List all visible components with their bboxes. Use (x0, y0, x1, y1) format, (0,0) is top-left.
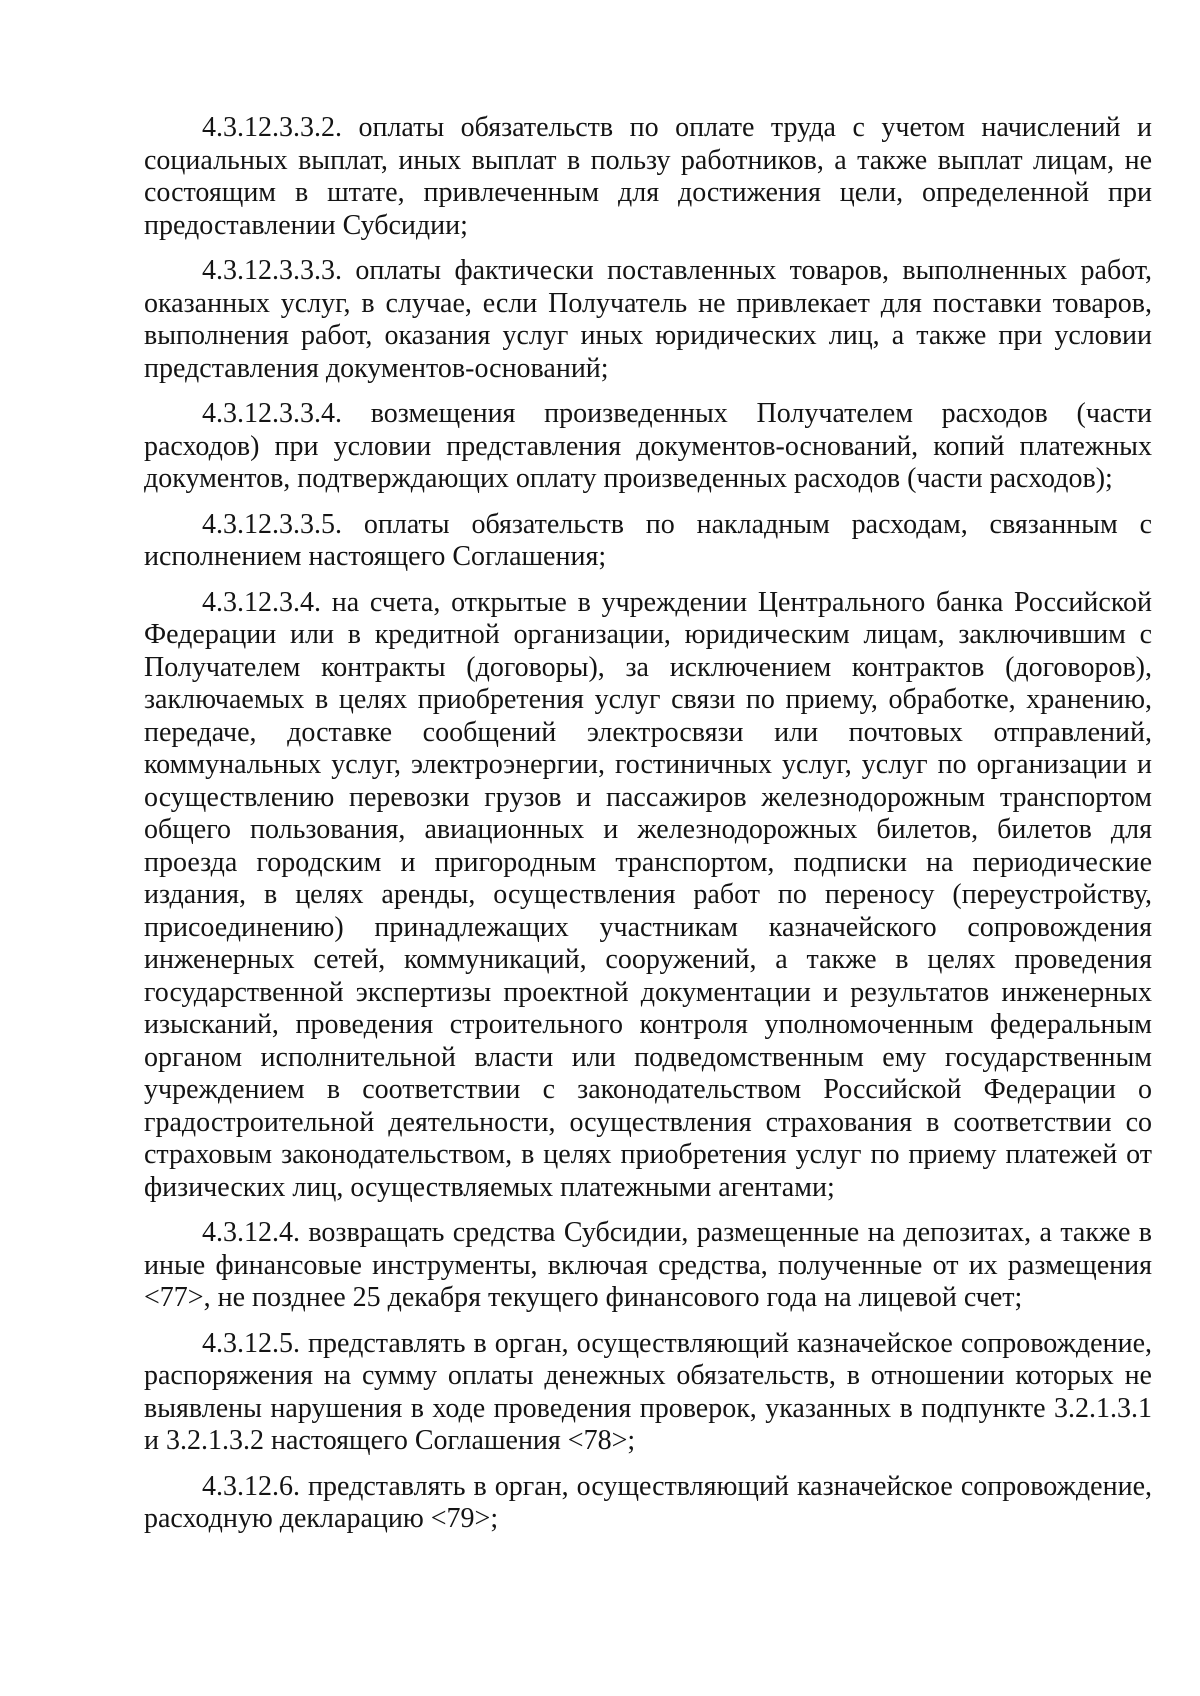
paragraph-4-3-12-4: 4.3.12.4. возвращать средства Субсидии, размещенные на депозитах, а также в иные финансовые инструменты, включая средства, полученные от их размещения <77>, не позднее 25 декабря текущего финансового года на лицевой счет; (144, 1217, 1152, 1313)
paragraph-4-3-12-3-3-5: 4.3.12.3.3.5. оплаты обязательств по накладным расходам, связанным с исполнением настоящего Соглашения; (144, 508, 1152, 572)
paragraph-4-3-12-3-3-2: 4.3.12.3.3.2. оплаты обязательств по оплате труда с учетом начислений и социальных выплат, иных выплат в пользу работников, а также выплат лицам, не состоящим в штате, привлеченным для достижения цели, определенной при предоставлении Субсидии; (144, 112, 1152, 241)
paragraph-4-3-12-5: 4.3.12.5. представлять в орган, осуществляющий казначейское сопровождение, распоряжения на сумму оплаты денежных обязательств, в отношении которых не выявлены нарушения в ходе проведения проверок, указанных в подпункте 3.2.1.3.1 и 3.2.1.3.2 настоящего Соглашения <78>; (144, 1327, 1152, 1456)
paragraph-4-3-12-3-3-4: 4.3.12.3.3.4. возмещения произведенных Получателем расходов (части расходов) при условии представления документов-оснований, копий платежных документов, подтверждающих оплату произведенных расходов (части расходов); (144, 398, 1152, 494)
document-page (144, 112, 1152, 1549)
paragraph-4-3-12-3-4: 4.3.12.3.4. на счета, открытые в учреждении Центрального банка Российской Федерации или в кредитной организации, юридическим лицам, заключившим с Получателем контракты (договоры), за исключением контрактов (договоров), заключаемых в целях приобретения услуг связи по приему, обработке, хранению, передаче, доставке сообщений электросвязи или почтовых отправлений, коммунальных услуг, электроэнергии, гостиничных услуг, услуг по организации и осуществлению перевозки грузов и пассажиров железнодорожным транспортом общего пользования, авиационных и железнодорожных билетов, билетов для проезда городским и пригородным транспортом, подписки на периодические издания, в целях аренды, осуществления работ по переносу (переустройству, присоединению) принадлежащих участникам казначейского сопровождения инженерных сетей, коммуникаций, сооружений, а также в целях проведения государственной экспертизы проектной документации и результатов инженерных изысканий, проведения строительного контроля уполномоченным федеральным органом исполнительной власти или подведомственным ему государственным учреждением в соответствии с законодательством Российской Федерации о градостроительной деятельности, осуществления страхования в соответствии со страховым законодательством, в целях приобретения услуг по приему платежей от физических лиц, осуществляемых платежными агентами; (144, 586, 1152, 1203)
paragraph-4-3-12-6: 4.3.12.6. представлять в орган, осуществляющий казначейское сопровождение, расходную декларацию <79>; (144, 1470, 1152, 1534)
paragraph-4-3-12-3-3-3: 4.3.12.3.3.3. оплаты фактически поставленных товаров, выполненных работ, оказанных услуг, в случае, если Получатель не привлекает для поставки товаров, выполнения работ, оказания услуг иных юридических лиц, а также при условии представления документов-оснований; (144, 255, 1152, 384)
